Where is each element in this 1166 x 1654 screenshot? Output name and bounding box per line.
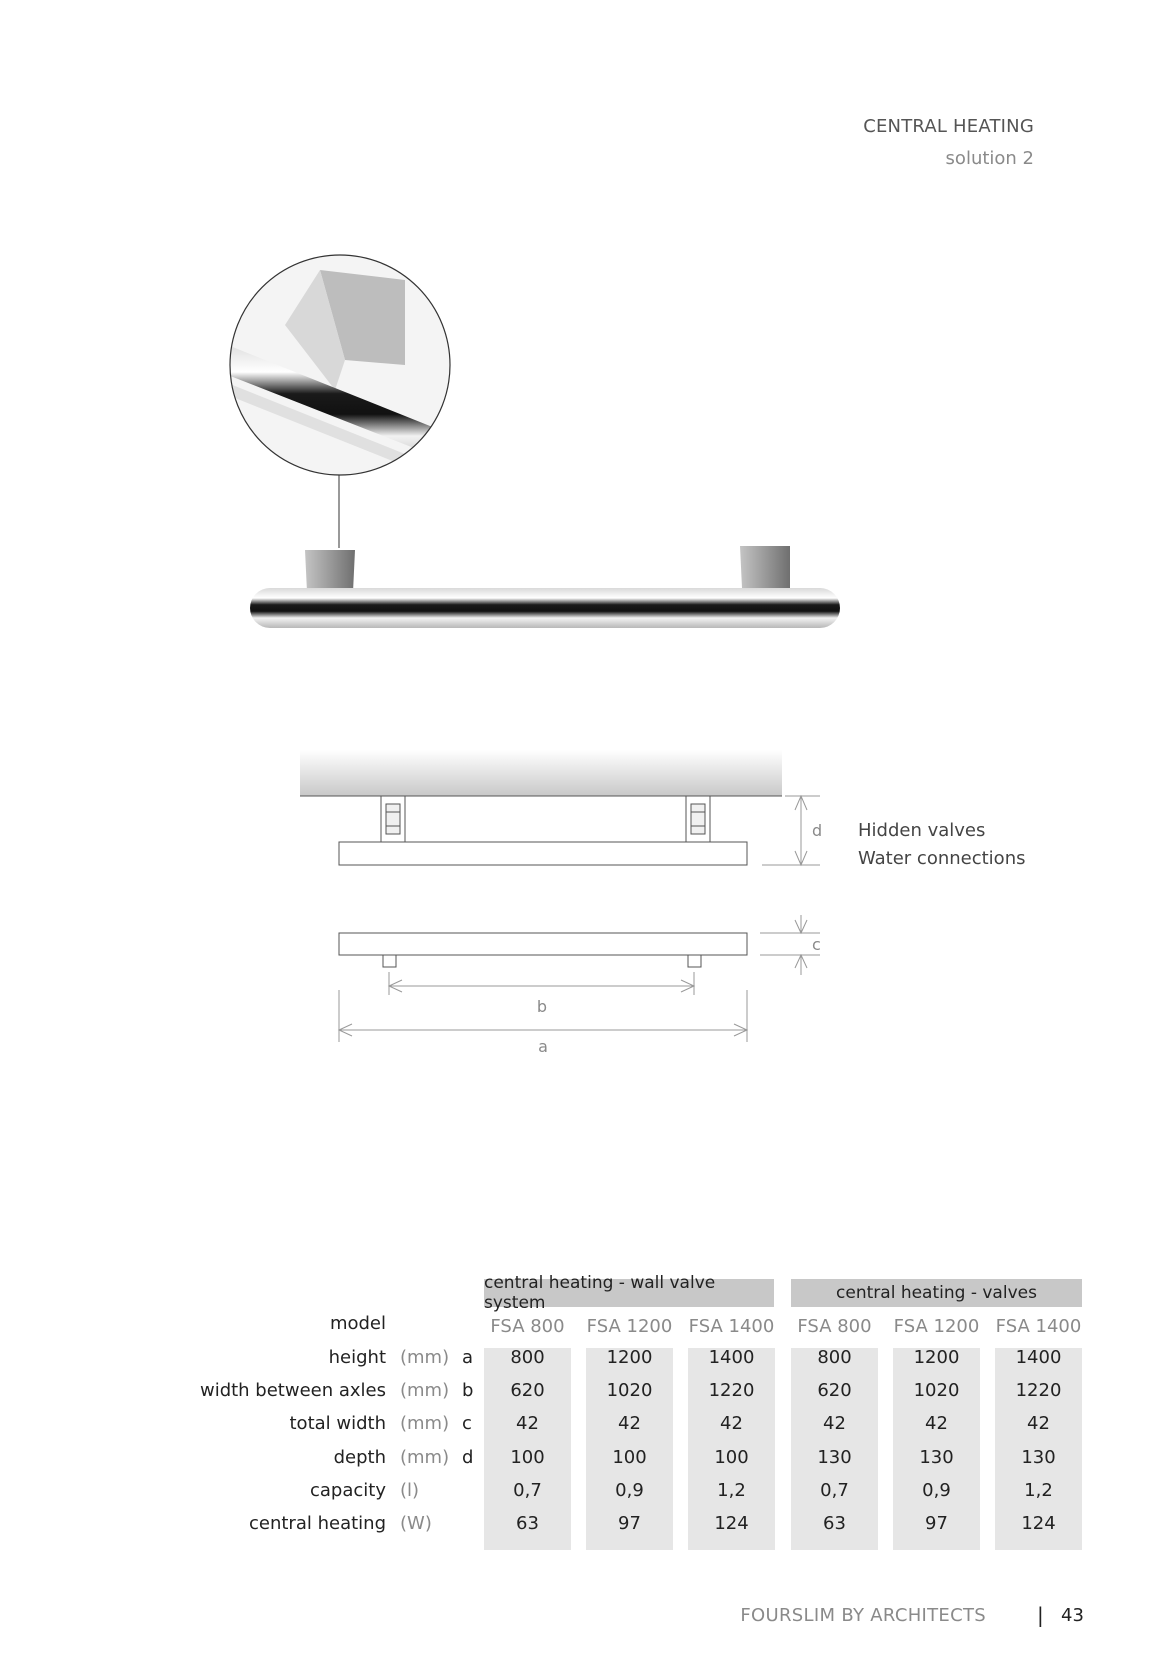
dim-label-b: b [536,997,548,1016]
table-cell: 0,9 [922,1480,951,1501]
table-cell: 100 [612,1447,647,1468]
table-cell: 130 [817,1447,852,1468]
product-photo [225,250,865,640]
model-header: FSA 800 [490,1316,565,1337]
row-label: depth [333,1447,386,1468]
model-header: FSA 1400 [995,1316,1082,1337]
table-cell: 42 [618,1413,641,1434]
dim-label-c: c [812,935,821,954]
group-header-wall-valve: central heating - wall valve system [484,1279,774,1307]
table-cell: 63 [823,1513,846,1534]
table-cell: 42 [720,1413,743,1434]
row-letter: a [462,1347,474,1368]
row-label: height [328,1347,386,1368]
model-label: model [329,1313,386,1334]
table-cell: 1020 [913,1380,960,1401]
model-header: FSA 800 [797,1316,872,1337]
table-cell: 620 [817,1380,852,1401]
row-unit: (mm) [400,1447,450,1468]
table-cell: 100 [510,1447,545,1468]
table-cell: 1400 [1015,1347,1062,1368]
table-cell: 0,9 [615,1480,644,1501]
table-cell: 130 [919,1447,954,1468]
model-header: FSA 1200 [586,1316,673,1337]
table-cell: 1220 [708,1380,755,1401]
row-letter: c [462,1413,472,1434]
row-unit: (l) [400,1480,420,1501]
table-cell: 1,2 [1024,1480,1053,1501]
row-unit: (mm) [400,1380,450,1401]
table-cell: 97 [618,1513,641,1534]
row-unit: (mm) [400,1413,450,1434]
note-hidden-valves: Hidden valves [858,820,986,841]
table-cell: 42 [823,1413,846,1434]
row-label: width between axles [199,1380,386,1401]
model-header: FSA 1400 [688,1316,775,1337]
table-cell: 42 [516,1413,539,1434]
table-cell: 800 [510,1347,545,1368]
row-letter: b [462,1380,474,1401]
table-cell: 620 [510,1380,545,1401]
row-unit: (W) [400,1513,432,1534]
dim-label-a: a [538,1037,548,1056]
model-header: FSA 1200 [893,1316,980,1337]
table-cell: 1020 [606,1380,653,1401]
table-cell: 0,7 [513,1480,542,1501]
table-cell: 124 [1021,1513,1056,1534]
table-cell: 800 [817,1347,852,1368]
row-letter: d [462,1447,474,1468]
table-cell: 1200 [606,1347,653,1368]
section-subtitle: solution 2 [945,148,1034,169]
row-unit: (mm) [400,1347,450,1368]
page-number: 43 [1061,1605,1084,1626]
table-cell: 0,7 [820,1480,849,1501]
dim-label-d: d [812,821,823,840]
table-cell: 1,2 [717,1480,746,1501]
table-cell: 97 [925,1513,948,1534]
table-cell: 100 [714,1447,749,1468]
zoom-detail [225,250,465,490]
footer-separator: | [1037,1603,1044,1627]
footer-brand: FOURSLIM BY ARCHITECTS [740,1605,986,1626]
note-water-connections: Water connections [858,848,1026,869]
valve-right [686,796,710,842]
table-cell: 130 [1021,1447,1056,1468]
row-label: capacity [310,1480,386,1501]
table-cell: 1200 [913,1347,960,1368]
section-title: CENTRAL HEATING [863,116,1034,137]
technical-drawing [290,750,850,1070]
valve-left [381,796,405,842]
row-label: total width [289,1413,386,1434]
table-cell: 63 [516,1513,539,1534]
table-cell: 1400 [708,1347,755,1368]
group-header-valves: central heating - valves [791,1279,1082,1307]
table-cell: 42 [925,1413,948,1434]
table-cell: 124 [714,1513,749,1534]
table-cell: 1220 [1015,1380,1062,1401]
row-label: central heating [249,1513,386,1534]
table-cell: 42 [1027,1413,1050,1434]
